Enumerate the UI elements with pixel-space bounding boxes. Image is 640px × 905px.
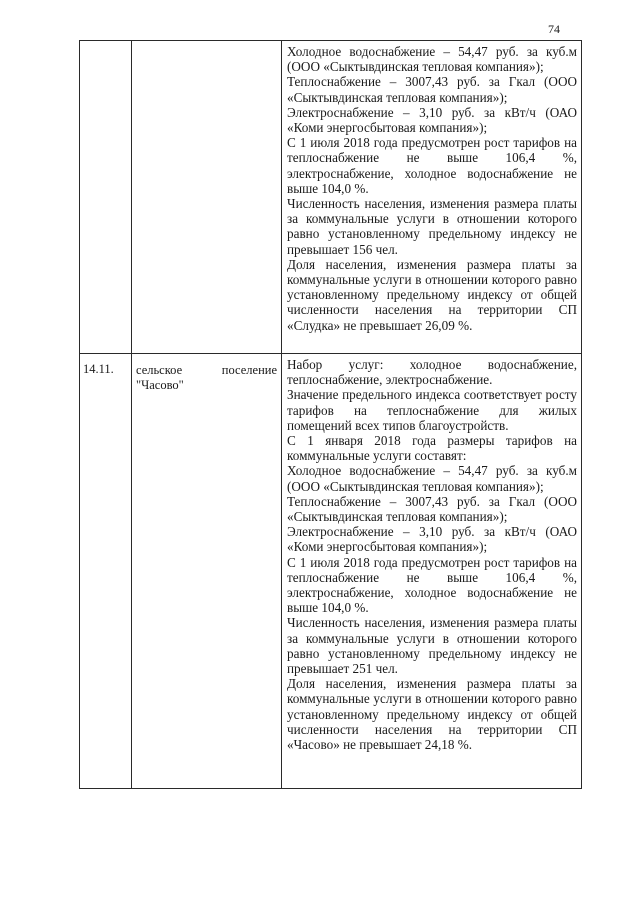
settlement-name: "Часово" bbox=[136, 378, 184, 392]
description-paragraph: Доля населения, изменения размера платы за коммунальные услуги в отношении которого равно установленному предельному индексу от общей численности населения на территории СП «Слудка» не превышает 26,09 %. bbox=[287, 256, 577, 333]
description-paragraph: С 1 января 2018 года размеры тарифов на коммунальные услуги составят: bbox=[287, 433, 577, 464]
description-cell bbox=[282, 354, 582, 789]
description-cell bbox=[282, 41, 582, 354]
settlement-type-left: сельское bbox=[136, 363, 183, 377]
settlement-name-cell bbox=[132, 354, 282, 789]
description-paragraph: Численность населения, изменения размера платы за коммунальные услуги в отношении которого равно установленному предельному индексу не превышает 156 чел. bbox=[287, 196, 577, 257]
row-number-cell: 14.11. bbox=[80, 354, 132, 789]
table-row bbox=[80, 354, 582, 789]
description-paragraph: Теплоснабжение – 3007,43 руб. за Гкал (ООО «Сыктывдинская тепловая компания»); bbox=[287, 493, 577, 525]
description-paragraph: С 1 июля 2018 года предусмотрен рост тарифов на теплоснабжение не выше 106,4 %, электроснабжение, холодное водоснабжение не выше 104,0 %. bbox=[287, 554, 577, 616]
description-paragraph: Холодное водоснабжение – 54,47 руб. за куб.м (ООО «Сыктывдинская тепловая компания»); bbox=[287, 463, 577, 494]
description-paragraph: Численность населения, изменения размера платы за коммунальные услуги в отношении которого равно установленному предельному индексу не превышает 251 чел. bbox=[287, 615, 577, 677]
tariff-table bbox=[79, 40, 582, 789]
table-row bbox=[80, 41, 582, 354]
description-paragraph: Холодное водоснабжение – 54,47 руб. за куб.м (ООО «Сыктывдинская тепловая компания»); bbox=[287, 44, 577, 75]
row-number-cell bbox=[80, 41, 132, 354]
description-paragraph: Набор услуг: холодное водоснабжение, теплоснабжение, электроснабжение. bbox=[287, 357, 577, 388]
settlement-name-cell bbox=[132, 41, 282, 354]
page-number: 74 bbox=[548, 22, 560, 36]
description-paragraph: Электроснабжение – 3,10 руб. за кВт/ч (ОАО «Коми энергосбытовая компания»); bbox=[287, 104, 577, 136]
description-paragraph: Доля населения, изменения размера платы за коммунальные услуги в отношении которого равно установленному предельному индексу от общей численности населения на территории СП «Часово» не превышает 24,18 %. bbox=[287, 676, 577, 753]
description-paragraph: С 1 июля 2018 года предусмотрен рост тарифов на теплоснабжение не выше 106,4 %, электроснабжение, холодное водоснабжение не выше 104,0 %. bbox=[287, 135, 577, 196]
description-paragraph: Значение предельного индекса соответствует росту тарифов на теплоснабжение для жилых помещений всех типов благоустройств. bbox=[287, 387, 577, 433]
description-paragraph: Теплоснабжение – 3007,43 руб. за Гкал (ООО «Сыктывдинская тепловая компания»); bbox=[287, 74, 577, 105]
settlement-type-right: поселение bbox=[221, 363, 277, 377]
description-paragraph: Электроснабжение – 3,10 руб. за кВт/ч (ОАО «Коми энергосбытовая компания»); bbox=[287, 524, 577, 555]
